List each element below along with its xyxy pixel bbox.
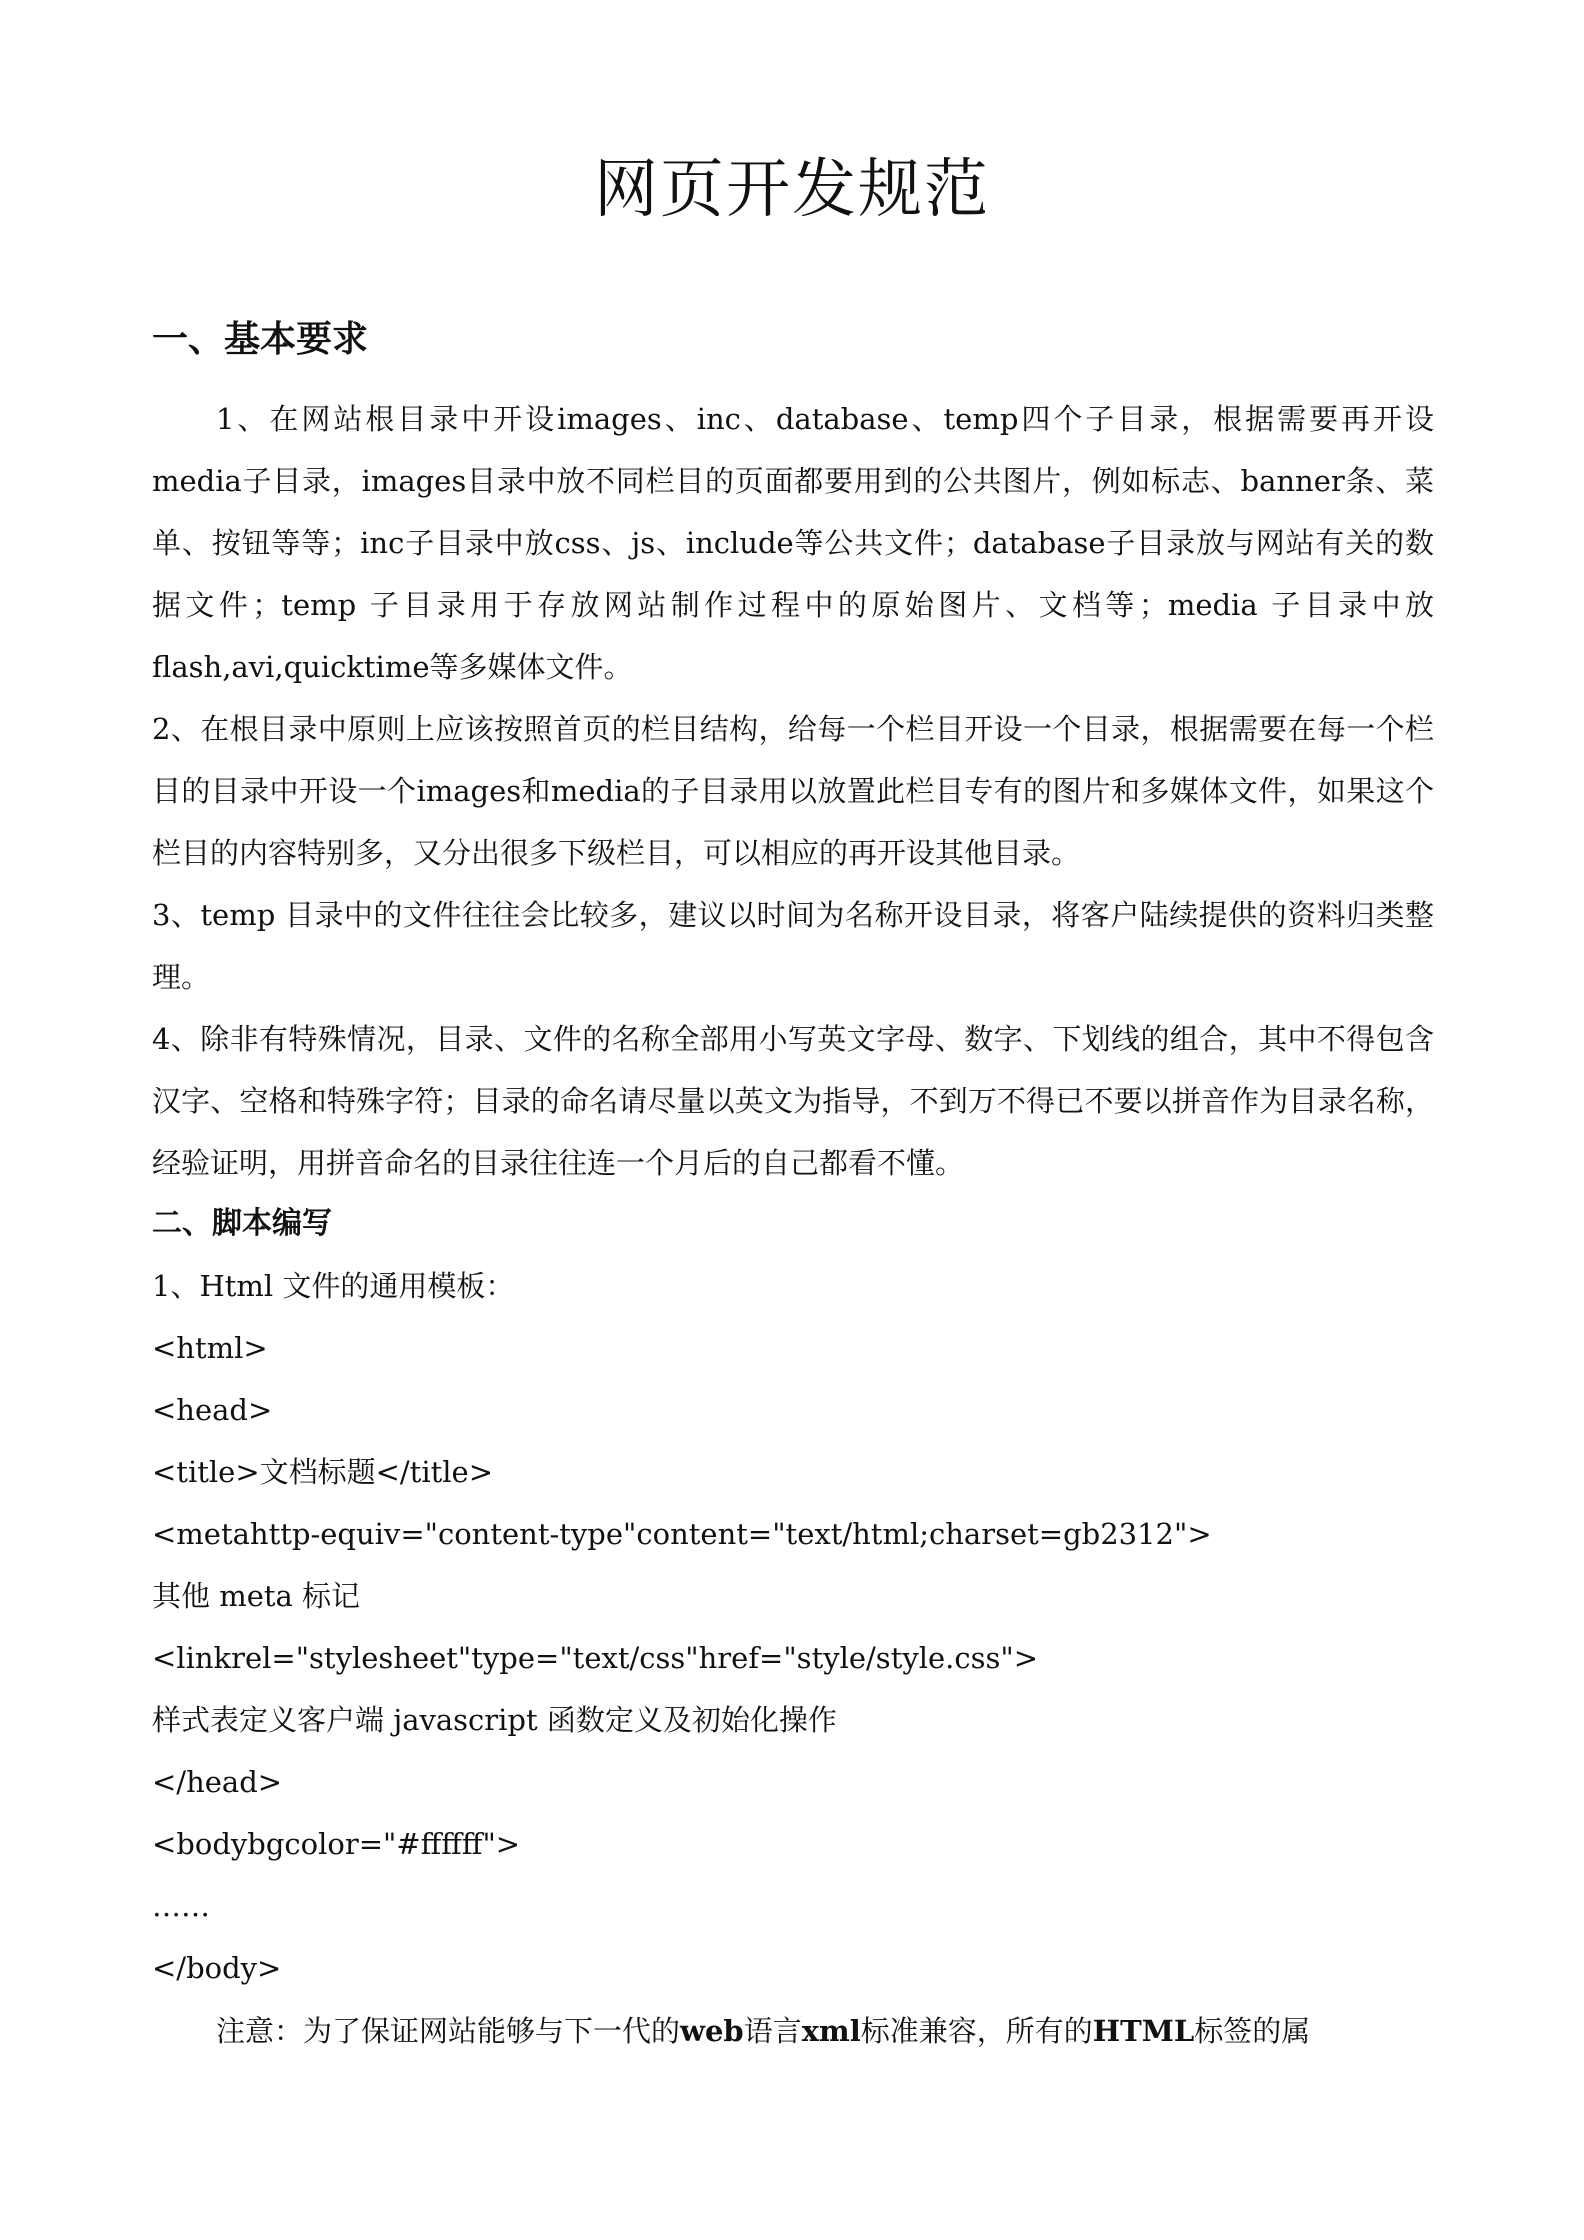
note-bold-web: web	[680, 2014, 744, 2048]
template-line: 其他 meta 标记	[152, 1579, 361, 1613]
template-line: <html>	[152, 1331, 268, 1365]
template-line: <head>	[152, 1393, 273, 1427]
template-line: 1、Html 文件的通用模板：	[152, 1269, 515, 1303]
note-bold-html: HTML	[1092, 2014, 1195, 2048]
html-template-lines	[152, 1255, 1434, 1999]
note-bold-xml: xml	[801, 2014, 861, 2048]
note-suffix: 标签的属	[1194, 2014, 1311, 2048]
page-title: 网页开发规范	[594, 153, 990, 227]
template-line: 样式表定义客户端 javascript 函数定义及初始化操作	[152, 1703, 837, 1737]
template-line: <linkrel="stylesheet"type="text/css"href="style/style.css">	[152, 1641, 1039, 1675]
paragraph-2: 2、在根目录中原则上应该按照首页的栏目结构，给每一个栏目开设一个目录，根据需要在每一个栏目的目录中开设一个images和media的子目录用以放置此栏目专有的图片和多媒体文件，如果这个栏目的内容特别多，又分出很多下级栏目，可以相应的再开设其他目录。	[152, 712, 1434, 870]
template-line: <metahttp-equiv="content-type"content="text/html;charset=gb2312">	[152, 1517, 1212, 1551]
template-line: ……	[152, 1889, 210, 1923]
template-line: <bodybgcolor="#ffffff">	[152, 1827, 521, 1861]
template-line: </head>	[152, 1765, 283, 1799]
section-heading-script-writing: 二、脚本编写	[152, 1206, 332, 1241]
note-prefix: 注意：为了保证网站能够与下一代的	[216, 2014, 681, 2048]
paragraph-1: 1、在网站根目录中开设images、inc、database、temp四个子目录，根据需要再开设media子目录，images目录中放不同栏目的页面都要用到的公共图片，例如标志、banner条、菜单、按钮等等；inc子目录中放css、js、include等公共文件；database子目录放与网站有关的数据文件；temp 子目录用于存放网站制作过程中的原始图片、文档等；media 子目录中放flash,avi,quicktime等多媒体文件。	[152, 402, 1434, 684]
paragraph-3: 3、temp 目录中的文件往往会比较多，建议以时间为名称开设目录，将客户陆续提供的资料归类整理。	[152, 898, 1434, 994]
template-line: <title>文档标题</title>	[152, 1455, 494, 1489]
paragraph-4: 4、除非有特殊情况，目录、文件的名称全部用小写英文字母、数字、下划线的组合，其中不得包含汉字、空格和特殊字符；目录的命名请尽量以英文为指导，不到万不得已不要以拼音作为目录名称，经验证明，用拼音命名的目录往往连一个月后的自己都看不懂。	[152, 1022, 1434, 1180]
section-heading-basic-requirements: 一、基本要求	[152, 318, 369, 360]
note-mid-1: 语言	[743, 2014, 802, 2048]
template-line: </body>	[152, 1951, 282, 1985]
note-paragraph	[152, 2000, 1434, 2062]
note-mid-2: 标准兼容，所有的	[860, 2014, 1093, 2048]
